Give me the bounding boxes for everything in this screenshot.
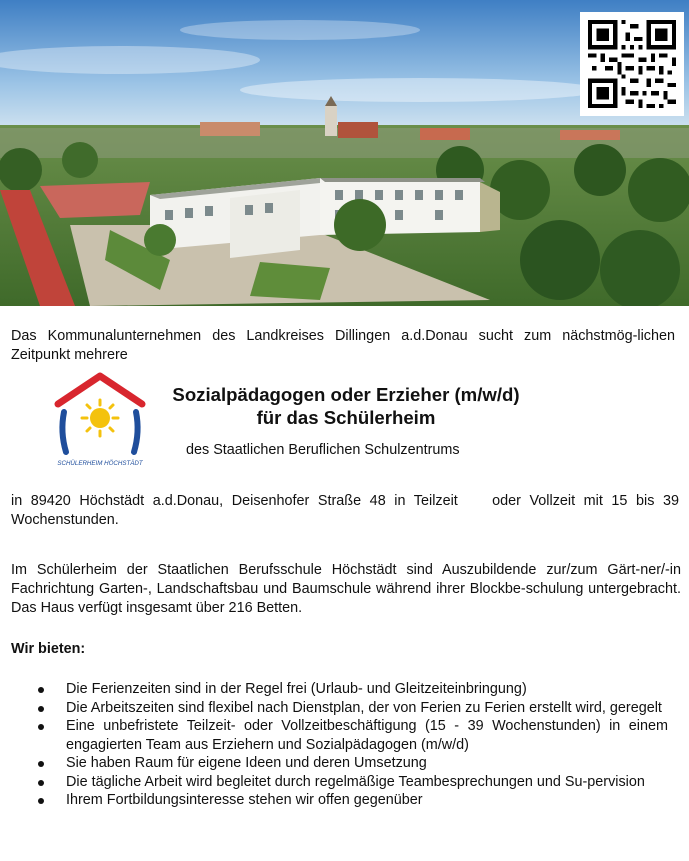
location-text: in 89420 Höchstädt a.d.Donau, Deisenhofer Straße 48 in Teilzeit oder Vollzeit mit 15 bis 39 Wochenstunden. (11, 493, 683, 528)
bullet-icon (38, 780, 44, 786)
qr-code-icon (588, 20, 676, 108)
list-item: Sie haben Raum für eigene Ideen und deren Umsetzung (38, 754, 668, 773)
bullet-icon (38, 798, 44, 804)
list-item: Ihrem Fortbildungsinteresse stehen wir offen gegenüber (38, 791, 668, 810)
job-title-line2: für das Schülerheim (256, 407, 436, 428)
offer-heading: Wir bieten: (11, 641, 86, 657)
bullet-icon (38, 706, 44, 712)
bullet-icon (38, 687, 44, 693)
benefits-list (38, 680, 668, 810)
job-title-line1: Sozialpädagogen oder Erzieher (m/w/d) (172, 384, 520, 405)
bullet-icon (38, 724, 44, 730)
schuelerheim-logo (50, 372, 150, 468)
list-item: Die tägliche Arbeit wird begleitet durch regelmäßige Teambesprechungen und Su-pervision (38, 773, 668, 792)
intro-text: Das Kommunalunternehmen des Landkreises Dillingen a.d.Donau sucht zum nächstmög-lichen Zeitpunkt mehrere (11, 328, 675, 363)
list-item: Die Ferienzeiten sind in der Regel frei (Urlaub- und Gleitzeiteinbringung) (38, 680, 668, 699)
house-sun-icon (50, 372, 150, 468)
job-title (146, 383, 546, 429)
job-subtitle: des Staatlichen Beruflichen Schulzentrums (186, 442, 460, 458)
bullet-icon (38, 761, 44, 767)
qr-code[interactable] (580, 12, 684, 116)
list-item: Eine unbefristete Teilzeit- oder Vollzeitbeschäftigung (15 - 39 Wochenstunden) in einem engagierten Team aus Erziehern und Sozialpädagogen (m/w/d) (38, 717, 668, 754)
list-item: Die Arbeitszeiten sind flexibel nach Dienstplan, der von Ferien zu Ferien erstellt wird, geregelt (38, 699, 668, 718)
logo-caption: SCHÜLERHEIM HÖCHSTÄDT (57, 460, 143, 467)
description-text: Im Schülerheim der Staatlichen Berufsschule Höchstädt sind Auszubildende zur/zum Gärt-ner/-in Fachrichtung Garten-, Landschaftsbau und Baumschule während ihrer Blockbe-schulung untergebracht. Das Haus verfügt insgesamt über 216 Betten. (11, 562, 681, 616)
